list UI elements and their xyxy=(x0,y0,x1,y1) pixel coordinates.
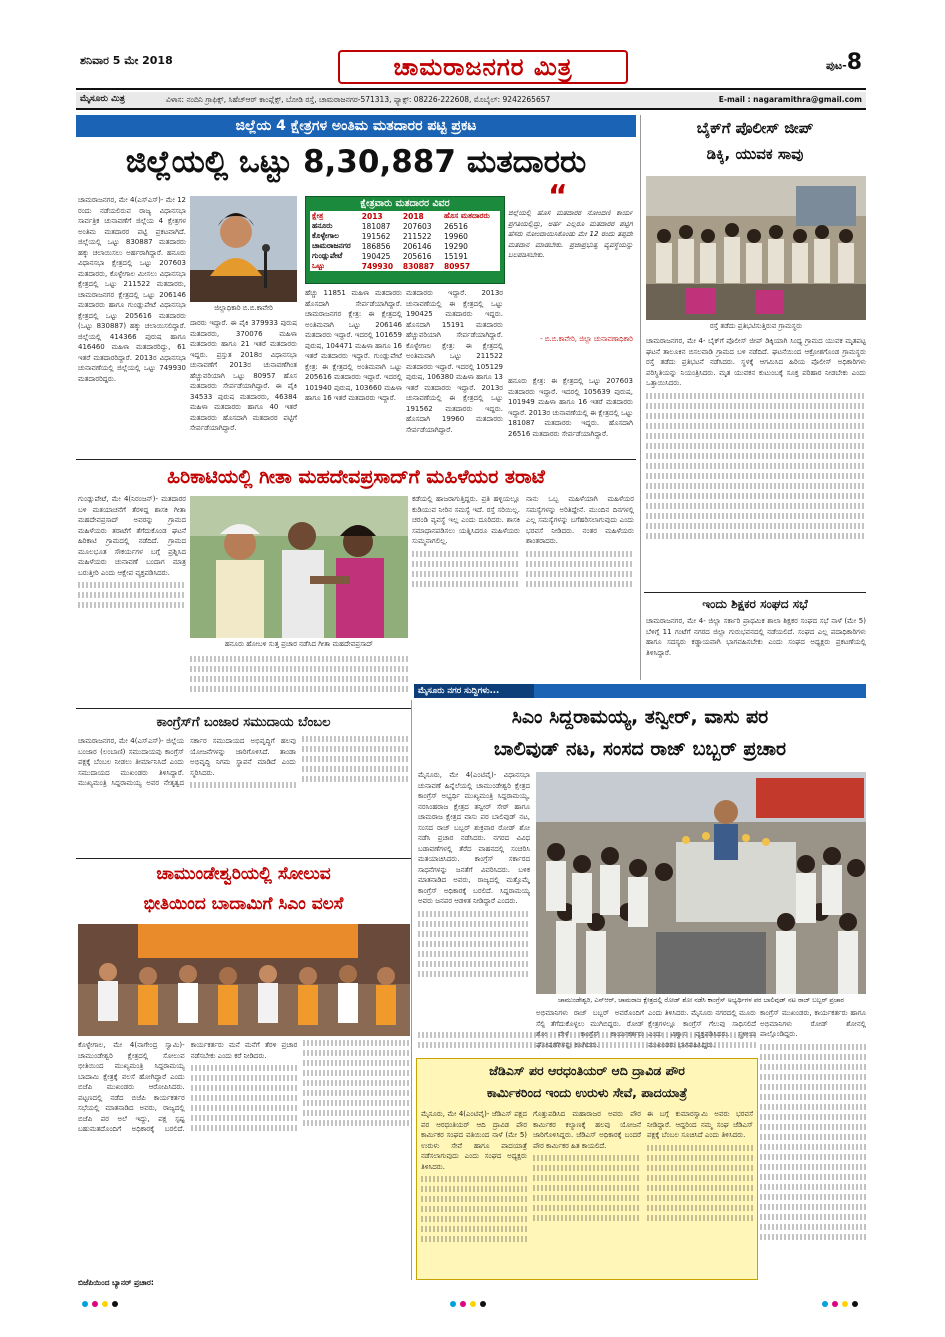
color-mark xyxy=(92,1301,98,1307)
story3-body: ಚಾಮರಾಜನಗರ, ಮೇ 4(ಎಸ್‌ಎಸ್)- ಜಿಲ್ಲೆಯ ಬಂಜಾರ (ಲಂಬಾಣಿ) ಸಮುದಾಯವು ಕಾಂಗ್ರೆಸ್ ಪಕ್ಷಕ್ಕೆ ಬೆಂಬಲ ನೀಡಲು ತೀರ್ಮಾನಿಸಿದೆ ಎಂದು ಸಮುದಾಯದ ಮುಖಂಡರು ತಿಳಿಸಿದ್ದಾರೆ. ಮುಖ್ಯಮಂತ್ರಿ ಸಿದ್ದರಾಮಯ್ಯ ಅವರ ನೇತೃತ್ವದ ಸರ್ಕಾರ ಸಮುದಾಯದ ಅಭಿವೃದ್ಧಿಗೆ ಹಲವು ಯೋಜನೆಗಳನ್ನು ಜಾರಿಗೊಳಿಸಿದೆ. ತಾಂಡಾ ಅಭಿವೃದ್ಧಿ ನಿಗಮ ಸ್ಥಾಪನೆ ಮಾಡಿದೆ ಎಂದು ಸ್ಮರಿಸಿದರು. xyxy=(78,736,408,854)
row-2018: 205616 xyxy=(402,251,432,261)
quote-mark-icon: “ xyxy=(548,179,568,214)
row-new: 26516 xyxy=(444,221,468,231)
story4-footer-label: ಬಿಜೆಪಿಯಿಂದ ಬ್ಯಾನರ್ ಪ್ರಚಾರ: xyxy=(78,1278,154,1287)
row-constituency: ಗುಂಡ್ಲುಪೇಟೆ xyxy=(312,251,343,260)
bjp-meeting-photo xyxy=(78,924,410,1036)
story1-headline: ಜಿಲ್ಲೆಯಲ್ಲಿ ಒಟ್ಟು 8,30,887 ಮತದಾರರು xyxy=(125,144,587,180)
row-2013: 749930 xyxy=(361,261,394,271)
color-marks-center xyxy=(448,1292,488,1311)
story8-headline-1: ಜೆಡಿಎಸ್ ಪರ ಆರಧಂತಿಯರ್ ಆದಿ ದ್ರಾವಿಡ ಪೌರ xyxy=(489,1063,685,1078)
table-row xyxy=(310,231,500,241)
color-mark xyxy=(822,1301,828,1307)
color-mark xyxy=(480,1301,486,1307)
accident-protest-photo xyxy=(646,176,866,320)
story2-headline: ಹಿರಿಕಾಟಿಯಲ್ಲಿ ಗೀತಾ ಮಹದೇವಪ್ರಸಾದ್‌ಗೆ ಮಹಿಳೆಯರ ತರಾಟೆ xyxy=(167,466,545,488)
story1-col4: ಮತದಾರರು ಇದ್ದಾರೆ. 2013ರ ಚುನಾವಣೆಯಲ್ಲಿ ಈ ಕ್ಷೇತ್ರದಲ್ಲಿ ಒಟ್ಟು 190425 ಮತದಾರರು ಇದ್ದರು. ಹೊಸದಾಗಿ 15191 ಮತದಾರರು ಹೆಚ್ಚುವರಿಯಾಗಿ ಸೇರ್ಪಡೆಯಾಗಿದ್ದಾರೆ. ಕೊಳ್ಳೇಗಾಲ ಕ್ಷೇತ್ರ: ಈ ಕ್ಷೇತ್ರದಲ್ಲಿ ಅಂತಿಮವಾಗಿ ಒಟ್ಟು 211522 ಮತದಾರರು ಇದ್ದಾರೆ. ಇದರಲ್ಲಿ 105129 ಪುರುಷ, 106380 ಮಹಿಳಾ ಹಾಗೂ 13 ಇತರೆ ಮತದಾರರು ಇದ್ದಾರೆ. 2013ರ ಚುನಾವಣೆಯಲ್ಲಿ ಈ ಕ್ಷೇತ್ರದಲ್ಲಿ ಒಟ್ಟು 191562 ಮತದಾರರು ಇದ್ದರು. ಹೊಸದಾಗಿ 19960 ಮತದಾರರು ಸೇರ್ಪಡೆಯಾಗಿದ್ದಾರೆ. xyxy=(406,289,503,434)
row-new: 80957 xyxy=(444,261,471,271)
row-2013: 181087 xyxy=(361,221,391,231)
story7-col1: ಮೈಸೂರು, ಮೇ 4(ಎಂಟಿವೈ)- ವಿಧಾನಸಭಾ ಚುನಾವಣೆ ಹಿನ್ನೆಲೆಯಲ್ಲಿ ಚಾಮುಂಡೇಶ್ವರಿ ಕ್ಷೇತ್ರದ ಕಾಂಗ್ರೆಸ್ ಅಭ್ಯರ್ಥಿ ಮುಖ್ಯಮಂತ್ರಿ ಸಿದ್ದರಾಮಯ್ಯ, ನರಸಿಂಹರಾಜ ಕ್ಷೇತ್ರದ ತನ್ವೀರ್ ಸೇಠ್ ಹಾಗೂ ಚಾಮರಾಜ ಕ್ಷೇತ್ರದ ವಾಸು ಪರ ಬಾಲಿವುಡ್ ನಟ, ಸಂಸದ ರಾಜ್ ಬಬ್ಬರ್ ಶುಕ್ರವಾರ ರೋಡ್ ಶೋ ನಡೆಸಿ ಪ್ರಚಾರ ನಡೆಸಿದರು. ನಗರದ ವಿವಿಧ ಬಡಾವಣೆಗಳಲ್ಲಿ ತೆರೆದ ವಾಹನದಲ್ಲಿ ಸಂಚರಿಸಿ ಮತಯಾಚಿಸಿದರು. ಕಾಂಗ್ರೆಸ್ ಸರ್ಕಾರದ ಸಾಧನೆಗಳನ್ನು ಜನತೆಗೆ ವಿವರಿಸಿದರು. ಬಳಿಕ ಮಾತನಾಡಿದ ಅವರು, ರಾಜ್ಯದಲ್ಲಿ ಮತ್ತೊಮ್ಮೆ ಕಾಂಗ್ರೆಸ್ ಅಧಿಕಾರಕ್ಕೆ ಬರಲಿದೆ. ಸಿದ್ದರಾಮಯ್ಯ ಅವರು ಜನಪರ ಆಡಳಿತ ನೀಡಿದ್ದಾರೆ ಎಂದರು. xyxy=(418,770,530,1026)
story5-headline-1: ಬೈಕ್‌ಗೆ ಪೊಲೀಸ್ ಜೀಪ್ xyxy=(696,119,814,137)
story1-quote: ಜಿಲ್ಲೆಯಲ್ಲಿ ಹೊಸ ಮತದಾರರ ನೋಂದಣಿ ಕಾರ್ಯ ಪ್ರಗತಿಯಲ್ಲಿದ್ದು, ಅರ್ಹ ಎಲ್ಲರೂ ಮತದಾರರ ಪಟ್ಟಿಗೆ ಹೆಸರು ನೋಂದಾಯಿಸಿಕೊಂಡು ಮೇ 12 ರಂದು ತಪ್ಪದೇ ಮತದಾನ ಮಾಡಬೇಕು. ಪ್ರಜಾಪ್ರಭುತ್ವ ವ್ಯವಸ್ಥೆಯನ್ನು ಬಲಪಡಿಸಬೇಕು. xyxy=(508,209,633,259)
row-2018: 207603 xyxy=(402,221,432,231)
header-new-voters: ಹೊಸ ಮತದಾರರು xyxy=(444,211,490,220)
color-mark xyxy=(852,1301,858,1307)
story2-continuation xyxy=(190,652,408,704)
header-2018: 2018 xyxy=(402,211,424,221)
roadshow-photo-caption: ಚಾಮುಂಡೇಶ್ವರಿ, ಎನ್‌ಆರ್, ಚಾಮರಾಜ ಕ್ಷೇತ್ರದಲ್ಲಿ ರೋಡ್ ಶೋ ನಡೆಸಿ ಕಾಂಗ್ರೆಸ್ ಅಭ್ಯರ್ಥಿಗಳ ಪರ ಬಾಲಿವುಡ್ ನಟ ರಾಜ್ ಬಬ್ಬರ್ ಪ್ರಚಾರ xyxy=(558,996,844,1004)
story4-headline-2: ಭೀತಿಯಿಂದ ಬಾದಾಮಿಗೆ ಸಿಎಂ ವಲಸೆ xyxy=(143,894,344,914)
geeta-photo-caption: ಹನೂರು ಹೋಬಳಿ ಸುತ್ತ ಪ್ರಚಾರ ನಡೆಸಿದ ಗೀತಾ ಮಹದೇವಪ್ರಸಾದ್ xyxy=(224,640,374,648)
roadshow-photo xyxy=(536,772,866,994)
story1-col3: ಹೆಚ್ಚು 11851 ಮಹಿಳಾ ಮತದಾರರು ಹೊಸದಾಗಿ ಸೇರ್ಪಡೆಯಾಗಿದ್ದಾರೆ. ಚಾಮರಾಜನಗರ ಕ್ಷೇತ್ರ: ಈ ಕ್ಷೇತ್ರದಲ್ಲಿ ಅಂತಿಮವಾಗಿ ಒಟ್ಟು 206146 ಮತದಾರರು ಇದ್ದಾರೆ. ಇದರಲ್ಲಿ 101659 ಪುರುಷ, 104471 ಮಹಿಳಾ ಹಾಗೂ 16 ಇತರೆ ಮತದಾರರು ಇದ್ದಾರೆ. ಗುಂಡ್ಲುಪೇಟೆ ಕ್ಷೇತ್ರ: ಈ ಕ್ಷೇತ್ರದಲ್ಲಿ ಅಂತಿಮವಾಗಿ ಒಟ್ಟು 205616 ಮತದಾರರು ಇದ್ದಾರೆ. ಇದರಲ್ಲಿ 101940 ಪುರುಷ, 103660 ಮಹಿಳಾ ಹಾಗೂ 16 ಇತರೆ ಮತದಾರರು ಇದ್ದಾರೆ. xyxy=(305,289,402,402)
color-mark xyxy=(102,1301,108,1307)
story1-col2: ದಾರರು ಇದ್ದಾರೆ. ಈ ಪೈಕಿ 379933 ಪುರುಷ ಮತದಾರರು, 370076 ಮಹಿಳಾ ಮತದಾರರು ಹಾಗೂ 21 ಇತರೆ ಮತದಾರರು ಇದ್ದರು. ಪ್ರಸ್ತುತ 2018ರ ವಿಧಾನಸಭಾ ಚುನಾವಣೆಗೆ 2013ರ ಚುನಾವಣೆಗಿಂತ ಹೆಚ್ಚುವರಿಯಾಗಿ ಒಟ್ಟು 80957 ಹೊಸ ಮತದಾರರು ಸೇರ್ಪಡೆಯಾಗಿದ್ದಾರೆ. ಈ ಪೈಕಿ 34533 ಪುರುಷ ಮತದಾರರು, 46384 ಮಹಿಳಾ ಮತದಾರರು ಹಾಗೂ 40 ಇತರೆ ಮತದಾರರು ಹೊಸದಾಗಿ ಮತದಾರರ ಪಟ್ಟಿಗೆ ಸೇರ್ಪಡೆಯಾಗಿದ್ದಾರೆ. xyxy=(190,319,297,432)
header-2013: 2013 xyxy=(361,211,383,221)
table-row xyxy=(310,251,500,261)
row-2018: 211522 xyxy=(402,231,432,241)
story4-body: ಕೊಳ್ಳೇಗಾಲ, ಮೇ 4(ನಾಗೇಂದ್ರ ಸ್ವಾಮಿ)- ಚಾಮುಂಡೇಶ್ವರಿ ಕ್ಷೇತ್ರದಲ್ಲಿ ಸೋಲುವ ಭೀತಿಯಿಂದ ಮುಖ್ಯಮಂತ್ರಿ ಸಿದ್ದರಾಮಯ್ಯ ಬಾದಾಮಿ ಕ್ಷೇತ್ರಕ್ಕೆ ವಲಸೆ ಹೋಗಿದ್ದಾರೆ ಎಂದು ಬಿಜೆಪಿ ಮುಖಂಡರು ಆರೋಪಿಸಿದರು. ಪಟ್ಟಣದಲ್ಲಿ ನಡೆದ ಬಿಜೆಪಿ ಕಾರ್ಯಕರ್ತರ ಸಭೆಯಲ್ಲಿ ಮಾತನಾಡಿದ ಅವರು, ರಾಜ್ಯದಲ್ಲಿ ಬಿಜೆಪಿ ಪರ ಅಲೆ ಇದ್ದು, ಪಕ್ಷ ಸ್ಪಷ್ಟ ಬಹುಮತದೊಂದಿಗೆ ಅಧಿಕಾರಕ್ಕೆ ಬರಲಿದೆ. ಕಾರ್ಯಕರ್ತರು ಮನೆ ಮನೆಗೆ ತೆರಳಿ ಪ್ರಚಾರ ನಡೆಸಬೇಕು ಎಂದು ಕರೆ ನೀಡಿದರು. xyxy=(78,1040,410,1276)
story1-col1: ಚಾಮರಾಜನಗರ, ಮೇ 4(ಎಸ್‌ಎಸ್)- ಮೇ 12 ರಂದು ನಡೆಯಲಿರುವ ರಾಜ್ಯ ವಿಧಾನಸಭಾ ಸಾರ್ವತ್ರಿಕ ಚುನಾವಣೆಗೆ ಜಿಲ್ಲೆಯ 4 ಕ್ಷೇತ್ರಗಳ ಅಂತಿಮ ಮತದಾರರ ಪಟ್ಟಿ ಪ್ರಕಟವಾಗಿದೆ. ಜಿಲ್ಲೆಯಲ್ಲಿ ಒಟ್ಟು 830887 ಮತದಾರರು ಹಕ್ಕು ಚಲಾಯಿಸಲು ಅರ್ಹರಾಗಿದ್ದಾರೆ. ಹನೂರು ವಿಧಾನಸಭಾ ಕ್ಷೇತ್ರದಲ್ಲಿ ಒಟ್ಟು 207603 ಮತದಾರರು, ಕೊಳ್ಳೇಗಾಲ ಮೀಸಲು ವಿಧಾನಸಭಾ ಕ್ಷೇತ್ರದಲ್ಲಿ ಒಟ್ಟು 211522 ಮತದಾರರು, ಚಾಮರಾಜನಗರ ಕ್ಷೇತ್ರದಲ್ಲಿ ಒಟ್ಟು 206146 ಮತದಾರರು ಹಾಗೂ ಗುಂಡ್ಲುಪೇಟೆ ವಿಧಾನಸಭಾ ಕ್ಷೇತ್ರದಲ್ಲಿ ಒಟ್ಟು 205616 ಮತದಾರರು (ಒಟ್ಟು 830887) ಹಕ್ಕು ಚಲಾಯಿಸಲಿದ್ದಾರೆ. ಜಿಲ್ಲೆಯಲ್ಲಿ 414366 ಪುರುಷ ಹಾಗೂ 416460 ಮಹಿಳಾ ಮತದಾರರಿದ್ದು, 61 ಇತರೆ ಮತದಾರರಿದ್ದಾರೆ. 2013ರ ವಿಧಾನಸಭಾ ಚುನಾವಣೆಯಲ್ಲಿ ಜಿಲ್ಲೆಯಲ್ಲಿ ಒಟ್ಟು 749930 ಮತದಾರರಿದ್ದರು. xyxy=(78,196,186,383)
edition-name: ಮೈಸೂರು ಮಿತ್ರ xyxy=(80,94,125,104)
row-2018: 206146 xyxy=(402,241,432,251)
story2-col2: ಕಡೆಯಲ್ಲಿ ಹಾಜರಾಗುತ್ತಿದ್ದರು. ಪ್ರತಿ ಹಳ್ಳಿಯಲ್ಲೂ ಕುಡಿಯುವ ನೀರಿನ ಸಮಸ್ಯೆ ಇದೆ. ರಸ್ತೆ ಸರಿಯಿಲ್ಲ. ಚರಂಡಿ ವ್ಯವಸ್ಥೆ ಇಲ್ಲ ಎಂದು ದೂರಿದರು. ಶಾಸಕಿ ಸಮಾಧಾನಪಡಿಸಲು ಯತ್ನಿಸಿದರೂ ಮಹಿಳೆಯರು ಸುಮ್ಮನಾಗಲಿಲ್ಲ. xyxy=(412,494,520,704)
story5-headline-2: ಡಿಕ್ಕಿ, ಯುವಕ ಸಾವು xyxy=(706,145,804,163)
voter-table-grid xyxy=(310,211,500,271)
page-number-value: 8 xyxy=(846,50,862,75)
story2-col1: ಗುಂಡ್ಲುಪೇಟೆ, ಮೇ 4(ನಿರಂಜನ್)- ಮತದಾರರ ಬಳಿ ಮತಯಾಚನೆಗೆ ತೆರಳಿದ್ದ ಶಾಸಕಿ ಗೀತಾ ಮಹದೇವಪ್ರಸಾದ್ ಅವರನ್ನು ಗ್ರಾಮದ ಮಹಿಳೆಯರು ತರಾಟೆಗೆ ತೆಗೆದುಕೊಂಡ ಘಟನೆ ಹಿರಿಕಾಟಿ ಗ್ರಾಮದಲ್ಲಿ ನಡೆದಿದೆ. ಗ್ರಾಮದ ಮೂಲಭೂತ ಸೌಕರ್ಯಗಳ ಬಗ್ಗೆ ಪ್ರಶ್ನಿಸಿದ ಮಹಿಳೆಯರು ಚುನಾವಣೆ ಬಂದಾಗ ಮಾತ್ರ ಬರುತ್ತೀರಿ ಎಂದು ಆಕ್ಷೇಪ ವ್ಯಕ್ತಪಡಿಸಿದರು. xyxy=(78,494,186,704)
issue-date: ಶನಿವಾರ 5 ಮೇ 2018 xyxy=(80,54,173,67)
address-bar xyxy=(76,92,866,110)
story1-col5: ಹನೂರು ಕ್ಷೇತ್ರ: ಈ ಕ್ಷೇತ್ರದಲ್ಲಿ ಒಟ್ಟು 207603 ಮತದಾರರು ಇದ್ದಾರೆ. ಇದರಲ್ಲಿ 105639 ಪುರುಷ, 101949 ಮಹಿಳಾ ಹಾಗೂ 16 ಇತರೆ ಮತದಾರರು ಇದ್ದಾರೆ. 2013ರ ಚುನಾವಣೆಯಲ್ಲಿ ಈ ಕ್ಷೇತ್ರದಲ್ಲಿ ಒಟ್ಟು 181087 ಮತದಾರರು ಇದ್ದರು. ಹೊಸದಾಗಿ 26516 ಮತದಾರರು ಸೇರ್ಪಡೆಯಾಗಿದ್ದಾರೆ. xyxy=(508,377,633,438)
color-mark xyxy=(832,1301,838,1307)
story5-body: ಚಾಮರಾಜನಗರ, ಮೇ 4- ಬೈಕ್‌ಗೆ ಪೊಲೀಸ್ ಜೀಪ್ ಡಿಕ್ಕಿಯಾಗಿ ಸಿಂಧ್ಯ ಗ್ರಾಮದ ಯುವಕ ಮೃತಪಟ್ಟ ಘಟನೆ ತಾಲೂಕಿನ ಬಿಸಲವಾಡಿ ಗ್ರಾಮದ ಬಳಿ ನಡೆದಿದೆ. ಘಟನೆಯಿಂದ ಆಕ್ರೋಶಗೊಂಡ ಗ್ರಾಮಸ್ಥರು ರಸ್ತೆ ತಡೆದು ಪ್ರತಿಭಟನೆ ನಡೆಸಿದರು. ಸ್ಥಳಕ್ಕೆ ಆಗಮಿಸಿದ ಹಿರಿಯ ಪೊಲೀಸ್ ಅಧಿಕಾರಿಗಳು ಪರಿಸ್ಥಿತಿಯನ್ನು ನಿಯಂತ್ರಿಸಿದರು. ಮೃತ ಯುವಕನ ಕುಟುಂಬಕ್ಕೆ ಸೂಕ್ತ ಪರಿಹಾರ ನೀಡಬೇಕು ಎಂದು ಒತ್ತಾಯಿಸಿದರು. xyxy=(646,336,866,592)
story7-continuation xyxy=(418,1028,756,1056)
color-marks-right xyxy=(820,1292,860,1311)
voter-table-title: ಕ್ಷೇತ್ರವಾರು ಮತದಾರರ ವಿವರ xyxy=(360,198,450,209)
email-text: E-mail : nagaramithra@gmail.com xyxy=(718,95,862,104)
row-2018: 830887 xyxy=(402,261,435,271)
table-row xyxy=(310,221,500,231)
row-new: 19960 xyxy=(444,231,468,241)
row-new: 19290 xyxy=(444,241,468,251)
story8-col3: ಈ ಬಗ್ಗೆ ಕುಮಾರಸ್ವಾಮಿ ಅವರು ಭರವಸೆ ನೀಡಿದ್ದಾರೆ. ಆದ್ದರಿಂದ ನಮ್ಮ ಸಂಘ ಜೆಡಿಎಸ್ ಪಕ್ಷಕ್ಕೆ ಬೆಂಬಲ ಸೂಚಿಸಿದೆ ಎಂದು ತಿಳಿಸಿದರು. xyxy=(647,1109,753,1275)
color-mark xyxy=(450,1301,456,1307)
masthead-title-box xyxy=(338,50,628,84)
collector-photo-caption: ಜಿಲ್ಲಾಧಿಕಾರಿ ಬಿ.ಬಿ.ಕಾವೇರಿ xyxy=(214,304,273,312)
story1-kicker-bar xyxy=(76,115,636,137)
row-2013: 190425 xyxy=(361,251,391,261)
story8-headline-2: ಕಾರ್ಮಿಕರಿಂದ ಇಂದು ಉರುಳು ಸೇವೆ, ಪಾದಯಾತ್ರೆ xyxy=(486,1085,688,1100)
table-row xyxy=(310,241,500,251)
story8-col2: ಗೊತ್ತುಪಡಿಸಿದ ಮಹಾರಾಜರ ಅವರು ಪೌರ ಕಾರ್ಮಿಕರ ಕಲ್ಯಾಣಕ್ಕೆ ಹಲವು ಯೋಜನೆ ಜಾರಿಗೊಳಿಸಿದ್ದರು. ಜೆಡಿಎಸ್ ಅಧಿಕಾರಕ್ಕೆ ಬಂದರೆ ಪೌರ ಕಾರ್ಮಿಕರ ಹಿತ ಕಾಯಲಿದೆ. xyxy=(533,1109,641,1275)
story8-box xyxy=(416,1058,758,1280)
story1-quote-author: - ಬಿ.ಬಿ.ಕಾವೇರಿ, ಜಿಲ್ಲಾ ಚುನಾವಣಾಧಿಕಾರಿ xyxy=(540,335,633,343)
story8-col1: ಮೈಸೂರು, ಮೇ 4(ಎಂಟಿವೈ)- ಜೆಡಿಎಸ್ ಪಕ್ಷದ ಪರ ಆರಧಂತಿಯರ್ ಆದಿ ದ್ರಾವಿಡ ಪೌರ ಕಾರ್ಮಿಕರ ಸಂಘದ ವತಿಯಿಂದ ನಾಳೆ (ಮೇ 5) ಉರುಳು ಸೇವೆ ಹಾಗೂ ಪಾದಯಾತ್ರೆ ನಡೆಸಲಾಗುವುದು ಎಂದು ಸಂಘದ ಅಧ್ಯಕ್ಷರು ತಿಳಿಸಿದರು. xyxy=(421,1109,527,1275)
voter-table xyxy=(305,196,505,284)
row-constituency: ಒಟ್ಟು xyxy=(312,261,325,270)
table-row-total xyxy=(310,261,500,271)
address-text: ವಿಳಾಸ: ನಂದಿನಿ ಗ್ರಾಫಿಕ್ಸ್, ಸಿಹೆಚ್‌ಆರ್ ಕಾಂಪ್ಲೆಕ್ಸ್, ಬೋಡಿ ರಸ್ತೆ, ಚಾಮರಾಜನಗರ-571313, ಫ್ಯಾಕ್ಸ್: 08226-222608, ಮೊಬೈಲ್: 9242265657 xyxy=(166,95,551,104)
story7-col3: ಎಂದು ತಿಳಿಸಿದರು. ಮೈಸೂರು ನಗರದಲ್ಲಿ ಮೂರು ಕ್ಷೇತ್ರಗಳಲ್ಲೂ ಕಾಂಗ್ರೆಸ್ ಗೆಲುವು ಸಾಧಿಸಲಿದೆ ಎಂದು ವಿಶ್ವಾಸ ವ್ಯಕ್ತಪಡಿಸಿದರು. ಸ್ಥಳೀಯ ಮುಖಂಡರು ಭಾಗವಹಿಸಿದ್ದರು. xyxy=(648,1009,756,1049)
color-marks-left xyxy=(80,1292,120,1311)
section-tag xyxy=(414,684,534,698)
story6-headline: ಇಂದು ಶಿಕ್ಷಕರ ಸಂಘದ ಸಭೆ xyxy=(702,597,808,611)
color-mark xyxy=(112,1301,118,1307)
row-constituency: ಕೊಳ್ಳೇಗಾಲ xyxy=(312,231,340,240)
row-new: 15191 xyxy=(444,251,468,261)
color-mark xyxy=(842,1301,848,1307)
story6-body: ಚಾಮರಾಜನಗರ, ಮೇ 4- ಜಿಲ್ಲಾ ಸರ್ಕಾರಿ ಪ್ರಾಥಮಿಕ ಶಾಲಾ ಶಿಕ್ಷಕರ ಸಂಘದ ಸಭೆ ನಾಳೆ (ಮೇ 5) ಬೆಳಿಗ್ಗೆ 11 ಗಂಟೆಗೆ ನಗರದ ಜಿಲ್ಲಾ ಗುರುಭವನದಲ್ಲಿ ನಡೆಯಲಿದೆ. ಸಂಘದ ಎಲ್ಲ ಪದಾಧಿಕಾರಿಗಳು ಹಾಗೂ ಸದಸ್ಯರು ಕಡ್ಡಾಯವಾಗಿ ಭಾಗವಹಿಸಬೇಕು ಎಂದು ಸಂಘದ ಅಧ್ಯಕ್ಷರು ಪ್ರಕಟಣೆಯಲ್ಲಿ ತಿಳಿಸಿದ್ದಾರೆ. xyxy=(646,617,866,657)
page-number xyxy=(826,50,862,75)
section-tag-label: ಮೈಸೂರು ನಗರ ಸುದ್ದಿಗಳು... xyxy=(418,686,500,696)
story1-kicker: ಜಿಲ್ಲೆಯ 4 ಕ್ಷೇತ್ರಗಳ ಅಂತಿಮ ಮತದಾರರ ಪಟ್ಟಿ ಪ್ರಕಟ xyxy=(235,118,477,134)
story7-headline-2: ಬಾಲಿವುಡ್ ನಟ, ಸಂಸದ ರಾಜ್ ಬಬ್ಬರ್ ಪ್ರಚಾರ xyxy=(493,738,787,760)
row-2013: 191562 xyxy=(361,231,391,241)
story4-headline-1: ಚಾಮುಂಡೇಶ್ವರಿಯಲ್ಲಿ ಸೋಲುವ xyxy=(156,864,331,884)
story7-col4: ಕಾಂಗ್ರೆಸ್ ಮುಖಂಡರು, ಕಾರ್ಯಕರ್ತರು ಹಾಗೂ ಅಭಿಮಾನಿಗಳು ರೋಡ್ ಶೋನಲ್ಲಿ ಪಾಲ್ಗೊಂಡಿದ್ದರು. xyxy=(760,1008,866,1276)
story7-col2: ಅಭಿಮಾನಿಗಳು ರಾಜ್ ಬಬ್ಬರ್ ಅವರೊಂದಿಗೆ ಸೆಲ್ಫಿ ತೆಗೆದುಕೊಳ್ಳಲು ಮುಗಿಬಿದ್ದರು. ರೋಡ್ ಶೋ ವೇಳೆ ಕಾಂಗ್ರೆಸ್ ಕಾರ್ಯಕರ್ತರು ಘೋಷಣೆಗಳನ್ನು ಕೂಗಿದರು. xyxy=(536,1009,644,1049)
geeta-campaign-photo xyxy=(190,496,408,638)
story3-headline: ಕಾಂಗ್ರೆಸ್‌ಗೆ ಬಂಜಾರ ಸಮುದಾಯ ಬೆಂಬಲ xyxy=(156,715,331,730)
row-constituency: ಚಾಮರಾಜನಗರ xyxy=(312,241,351,250)
header-constituency: ಕ್ಷೇತ್ರ xyxy=(312,211,324,220)
story2-col3: ನಾನು ಒಬ್ಬ ಮಹಿಳೆಯಾಗಿ ಮಹಿಳೆಯರ ಸಮಸ್ಯೆಗಳನ್ನು ಅರಿತಿದ್ದೇನೆ. ಮುಂದಿನ ದಿನಗಳಲ್ಲಿ ಎಲ್ಲ ಸಮಸ್ಯೆಗಳನ್ನು ಬಗೆಹರಿಸಲಾಗುವುದು ಎಂದು ಭರವಸೆ ನೀಡಿದರು. ನಂತರ ಮಹಿಳೆಯರು ಶಾಂತರಾದರು. xyxy=(526,494,634,704)
color-mark xyxy=(470,1301,476,1307)
row-constituency: ಹನೂರು xyxy=(312,221,333,230)
collector-photo xyxy=(190,196,297,302)
voter-table-header xyxy=(310,211,500,221)
color-mark xyxy=(460,1301,466,1307)
story7-headline-1: ಸಿಎಂ ಸಿದ್ದರಾಮಯ್ಯ, ತನ್ವೀರ್, ವಾಸು ಪರ xyxy=(511,706,769,728)
color-mark xyxy=(82,1301,88,1307)
newspaper-title: ಚಾಮರಾಜನಗರ ಮಿತ್ರ xyxy=(393,53,573,81)
page-label: ಪುಟ- xyxy=(825,59,847,72)
accident-photo-caption: ರಸ್ತೆ ತಡೆದು ಪ್ರತಿಭಟಿಸುತ್ತಿರುವ ಗ್ರಾಮಸ್ಥರು xyxy=(709,322,803,330)
row-2013: 186856 xyxy=(361,241,391,251)
